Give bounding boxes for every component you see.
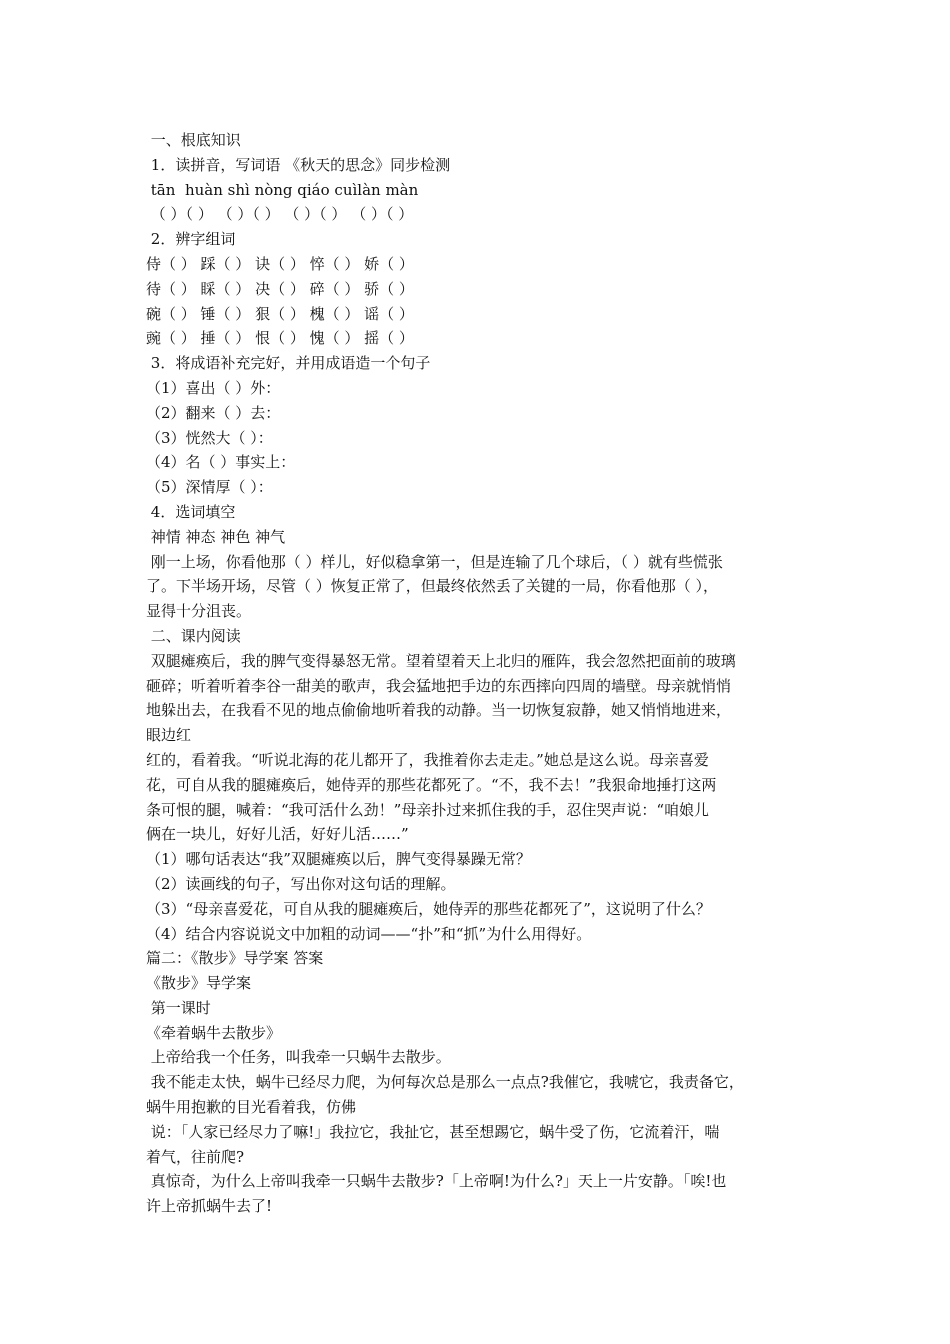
fill-blank-paragraph-line-1: 刚一上场，你看他那（ ）样儿，好似稳拿第一，但是连输了几个球后，（ ）就有些慌张	[146, 552, 723, 571]
section-heading-reading: 二、课内阅读	[146, 626, 241, 645]
question-3-title: 3．将成语补充完好，并用成语造一个句子	[146, 354, 431, 373]
idiom-item-2: （2）翻来（ ）去：	[146, 403, 281, 422]
char-group-row-4: 豌（ ） 捶（ ） 恨（ ） 愧（ ） 摇（ ）	[146, 329, 414, 348]
idiom-item-3: （3）恍然大（ ）：	[146, 428, 273, 447]
question-2-title: 2．辨字组词	[146, 230, 236, 249]
fill-blank-paragraph-line-3: 显得十分沮丧。	[146, 602, 252, 621]
story-title: 《牵着蜗牛去散步》	[146, 1023, 282, 1042]
story-line-1: 上帝给我一个任务，叫我牵一只蜗牛去散步。	[146, 1048, 451, 1067]
reading-passage-line-8: 俩在一块儿，好好儿活，好好儿活……”	[146, 825, 409, 844]
story-line-4: 说：「人家已经尽力了嘛!」我拉它，我扯它，甚至想踢它，蜗牛受了伤，它流着汗，喘	[146, 1122, 720, 1141]
pinyin-line: tān huàn shì nòng qiáo cuìlàn màn	[146, 180, 419, 199]
idiom-item-5: （5）深情厚（ ）：	[146, 478, 273, 497]
section-heading-basic-knowledge: 一、根底知识	[146, 131, 241, 149]
reading-passage-line-7: 条可恨的腿，喊着：“我可活什么劲！”母亲扑过来抓住我的手，忍住哭声说：“咱娘儿	[146, 800, 710, 819]
reading-question-4: （4）结合内容说说文中加粗的动词——“扑”和“抓”为什么用得好。	[146, 924, 592, 943]
word-choice-options: 神情 神态 神色 神气	[146, 527, 286, 546]
idiom-item-1: （1）喜出（ ）外：	[146, 378, 281, 397]
guide-title: 《散步》导学案	[146, 974, 252, 993]
story-line-3: 蜗牛用抱歉的目光看着我，仿佛	[146, 1098, 357, 1117]
reading-passage-line-3: 地躲出去，在我看不见的地点偷偷地听着我的动静。当一切恢复寂静，她又悄悄地进来，	[146, 701, 732, 720]
story-line-6: 真惊奇，为什么上帝叫我牵一只蜗牛去散步?「上帝啊!为什么?」天上一片安静。「唉!也	[146, 1172, 727, 1191]
char-group-row-2: 待（ ） 睬（ ） 决（ ） 碎（ ） 骄（ ）	[146, 279, 414, 298]
reading-passage-line-1: 双腿瘫痪后，我的脾气变得暴怒无常。望着望着天上北归的雁阵，我会忽然把面前的玻璃	[146, 651, 736, 670]
reading-passage-line-2: 砸碎；听着听着李谷一甜美的歌声，我会猛地把手边的东西摔向四周的墙壁。母亲就悄悄	[146, 676, 732, 695]
char-group-row-1: 侍（ ） 踩（ ） 诀（ ） 悴（ ） 娇（ ）	[146, 254, 414, 273]
part-2-heading: 篇二：《散步》导学案 答案	[146, 949, 324, 968]
reading-question-2: （2）读画线的句子，写出你对这句话的理解。	[146, 874, 456, 893]
pinyin-answer-blanks: （ ）（ ） （ ）（ ） （ ）（ ） （ ）（ ）	[146, 205, 414, 224]
reading-question-3: （3）“母亲喜爱花，可自从我的腿瘫痪后，她侍弄的那些花都死了”，这说明了什么？	[146, 899, 711, 918]
story-line-7: 许上帝抓蜗牛去了!	[146, 1197, 273, 1216]
fill-blank-paragraph-line-2: 了。下半场开场，尽管（ ）恢复正常了，但最终依然丢了关键的一局，你看他那（ ），	[146, 577, 719, 596]
question-1-title: 1．读拼音，写词语 《秋天的思念》同步检测	[146, 155, 451, 174]
reading-passage-line-6: 花，可自从我的腿瘫痪后，她侍弄的那些花都死了。“不，我不去！”我狠命地捶打这两	[146, 775, 717, 794]
story-line-2: 我不能走太快，蜗牛已经尽力爬，为何每次总是那么一点点?我催它，我唬它，我责备它，	[146, 1073, 744, 1092]
document-page	[146, 128, 816, 1219]
reading-question-1: （1）哪句话表达“我”双腿瘫痪以后，脾气变得暴躁无常？	[146, 850, 531, 869]
story-line-5: 着气，往前爬?	[146, 1147, 245, 1166]
reading-passage-line-4: 眼边红	[146, 726, 192, 745]
char-group-row-3: 碗（ ） 锤（ ） 狠（ ） 槐（ ） 谣（ ）	[146, 304, 414, 323]
idiom-item-4: （4）名（ ）事实上：	[146, 453, 296, 472]
question-4-title: 4．选词填空	[146, 502, 236, 521]
reading-passage-line-5: 红的，看着我。“听说北海的花儿都开了，我推着你去走走。”她总是这么说。母亲喜爱	[146, 750, 709, 769]
lesson-period: 第一课时	[146, 998, 211, 1017]
